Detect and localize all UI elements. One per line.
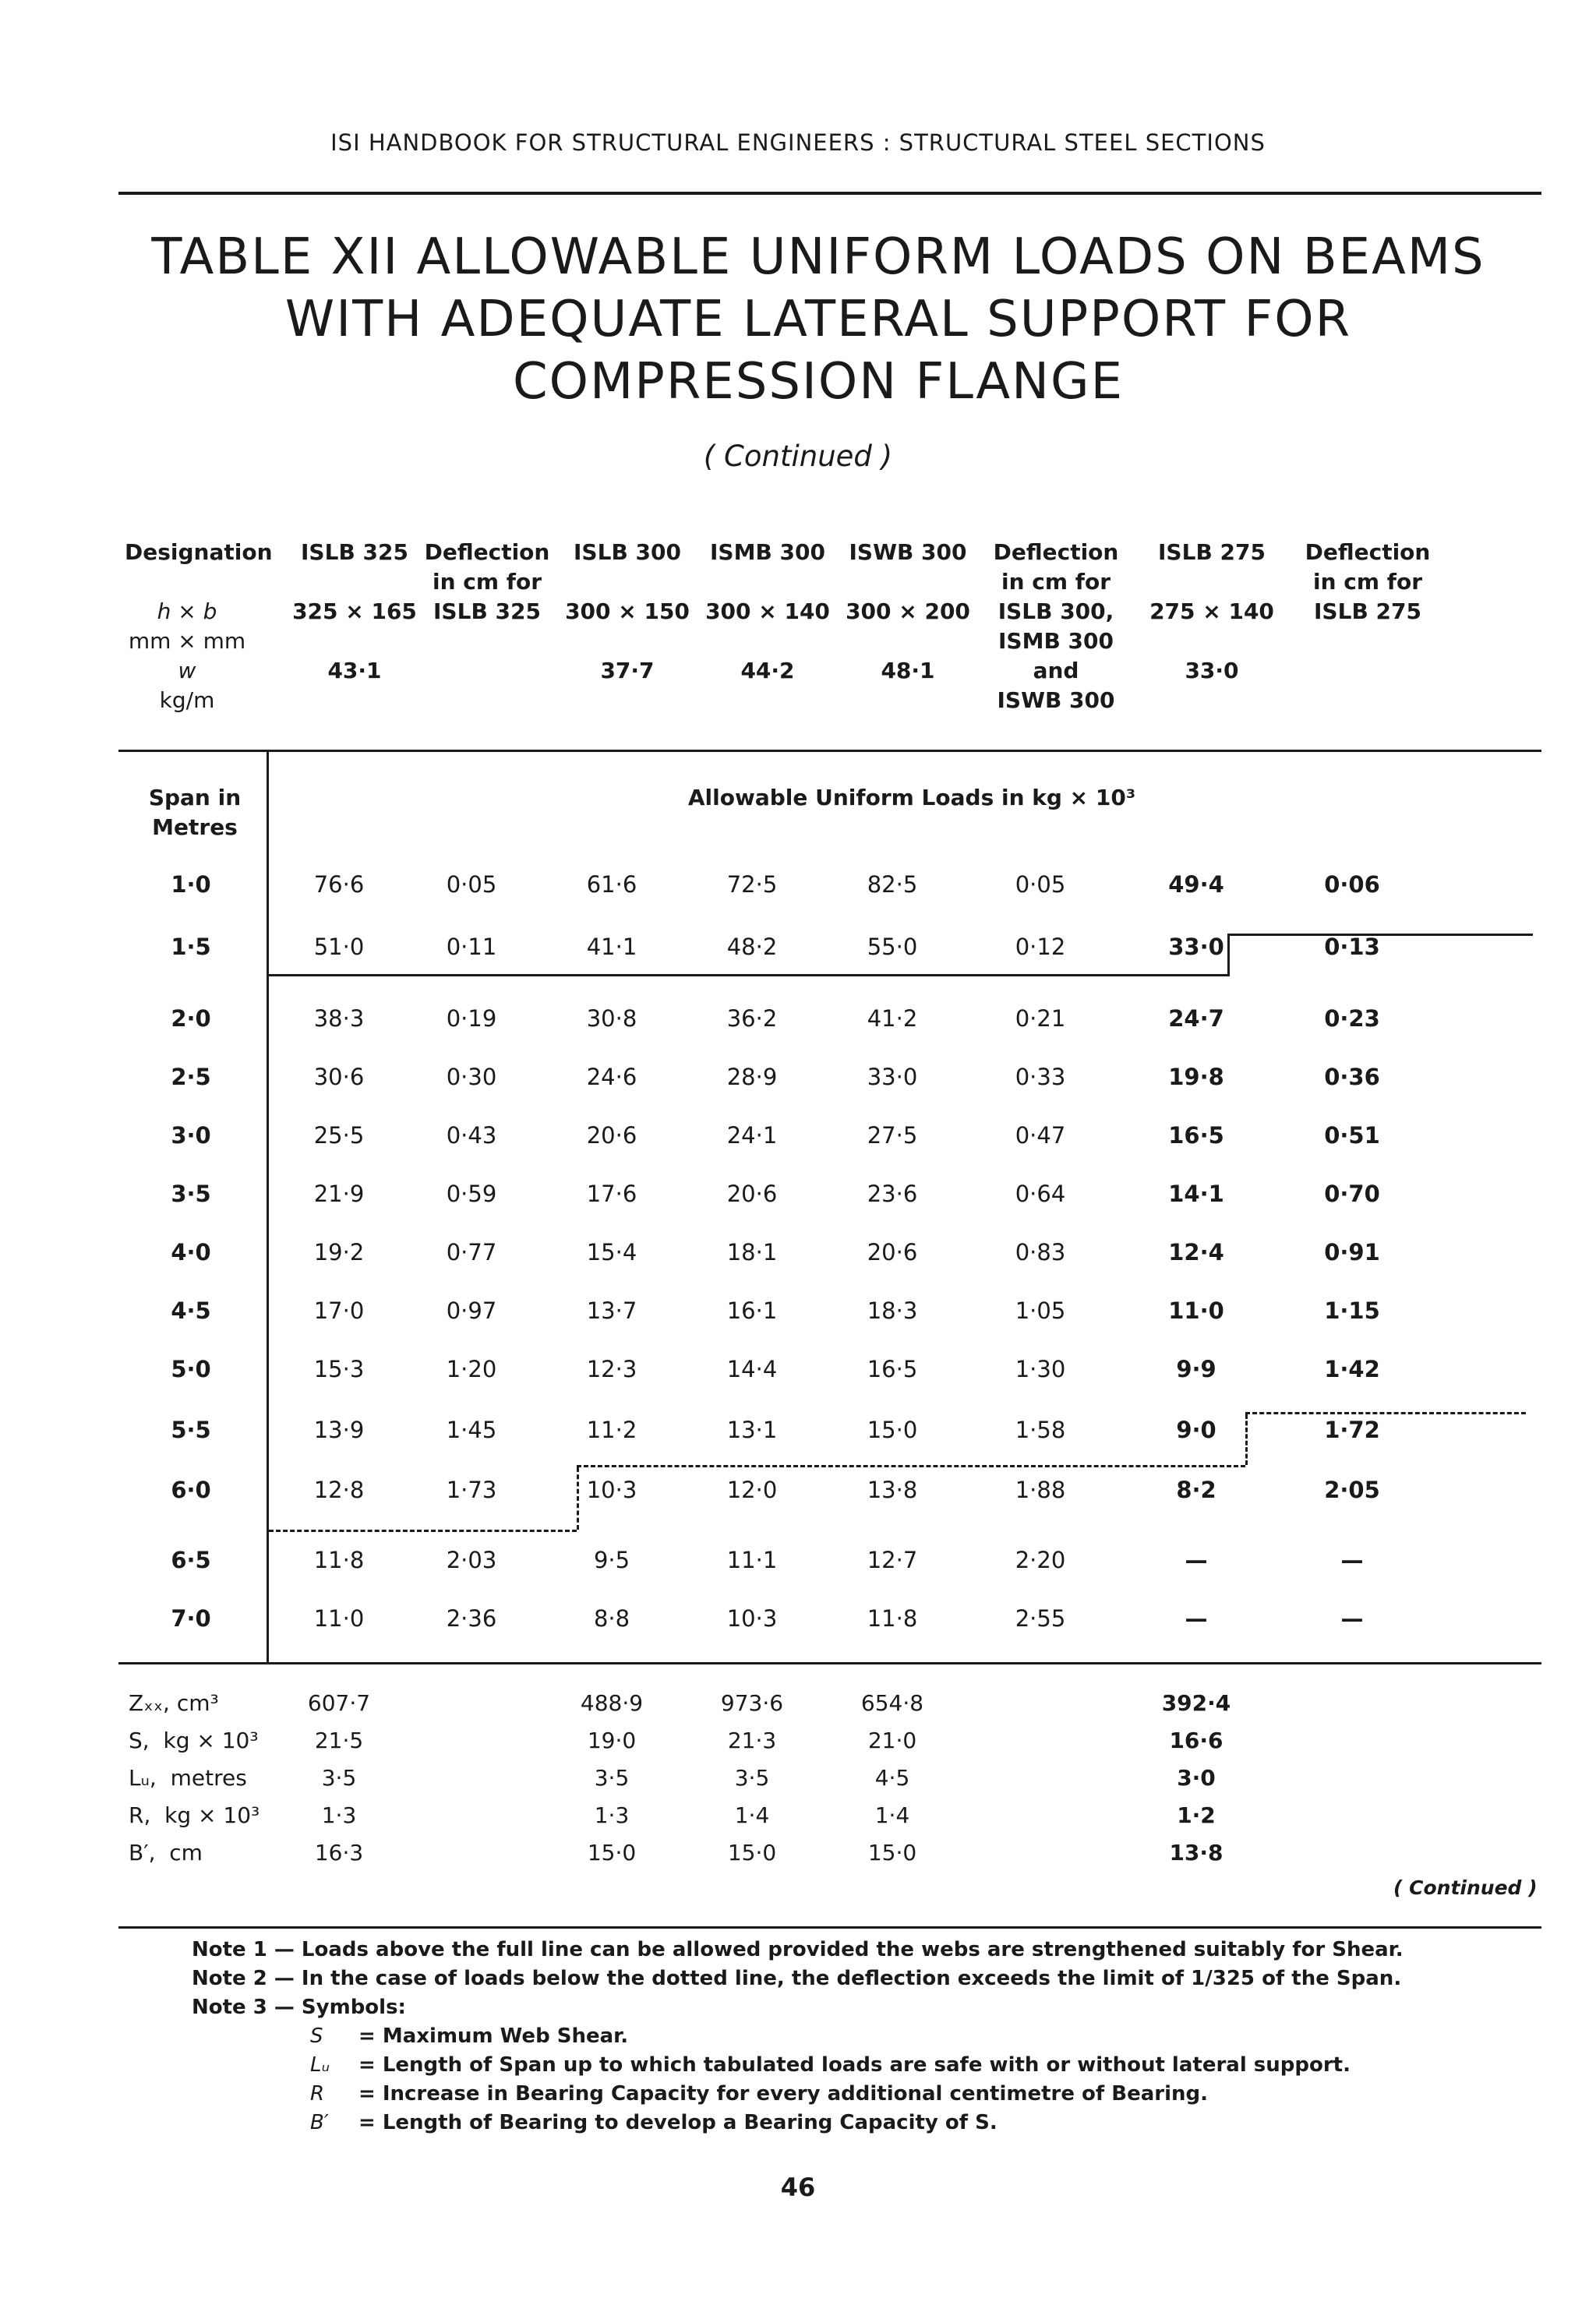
property-value: 16·6 — [1169, 1728, 1223, 1753]
load-cell: 0·13 — [1324, 934, 1380, 960]
load-cell: 0·19 — [446, 1005, 497, 1032]
property-value: 21·3 — [727, 1728, 777, 1753]
column-size-6: 275 × 140 — [1149, 598, 1274, 624]
column-weight-3: 44·2 — [740, 658, 795, 683]
load-cell: — — [1185, 1547, 1208, 1573]
load-cell: 13·9 — [313, 1417, 365, 1443]
property-label: Lᵤ, metres — [129, 1765, 247, 1791]
load-cell: 11·0 — [1168, 1297, 1224, 1324]
property-value: 607·7 — [307, 1690, 371, 1716]
column-weight-6: 33·0 — [1185, 658, 1239, 683]
table-title-line-2: WITH ADEQUATE LATERAL SUPPORT FOR — [284, 291, 1352, 348]
column-header-6: ISLB 275 — [1158, 539, 1266, 565]
load-cell: 12·4 — [1168, 1239, 1224, 1265]
table-body-bottom-rule — [118, 1662, 1541, 1664]
continued-label: ( Continued ) — [703, 439, 893, 473]
property-value: 19·0 — [587, 1728, 637, 1753]
load-cell: 1·15 — [1324, 1297, 1380, 1324]
load-cell: 9·5 — [593, 1547, 630, 1573]
load-cell: 27·5 — [867, 1122, 918, 1149]
load-cell: 1·72 — [1324, 1417, 1380, 1443]
load-cell: 0·70 — [1324, 1181, 1380, 1207]
load-cell: 0·64 — [1015, 1181, 1066, 1207]
load-cell: 0·43 — [446, 1122, 497, 1149]
property-value: 3·5 — [594, 1765, 630, 1791]
load-cell: 1·42 — [1324, 1356, 1380, 1382]
property-value: 13·8 — [1169, 1840, 1223, 1866]
load-cell: 0·59 — [446, 1181, 497, 1207]
column-size-2: 300 × 150 — [565, 598, 690, 624]
load-cell: 18·1 — [726, 1239, 778, 1265]
kgm-label: kg/m — [159, 687, 215, 713]
column-header-5: Deflection in cm for ISLB 300, ISMB 300 and ISWB 300 — [993, 539, 1119, 713]
symbol-definition: = Length of Bearing to develop a Bearing Capacity of S. — [358, 2111, 998, 2134]
property-value: 21·5 — [314, 1728, 364, 1753]
deflection-limit-dotted-middle — [577, 1465, 1245, 1467]
load-cell: 33·0 — [867, 1064, 918, 1090]
load-cell: 24·7 — [1168, 1005, 1224, 1032]
load-cell: 2·36 — [446, 1605, 497, 1632]
symbol-name: S — [310, 2024, 323, 2048]
continued-bottom-label: ( Continued ) — [1393, 1876, 1538, 1899]
load-cell: 0·11 — [446, 934, 497, 960]
mm-label: mm × mm — [128, 628, 246, 654]
loads-label: Allowable Uniform Loads in kg × 10³ — [687, 785, 1136, 810]
load-cell: 12·0 — [726, 1477, 778, 1503]
property-label: B′, cm — [129, 1840, 203, 1866]
load-cell: 2·55 — [1015, 1605, 1066, 1632]
load-cell: 18·3 — [867, 1297, 918, 1324]
load-cell: 11·0 — [313, 1605, 365, 1632]
load-cell: 13·7 — [586, 1297, 637, 1324]
load-cell: 11·8 — [867, 1605, 918, 1632]
load-cell: 0·21 — [1015, 1005, 1066, 1032]
span-value: 1·5 — [171, 934, 211, 960]
running-header: ISI HANDBOOK FOR STRUCTURAL ENGINEERS : STRUCTURAL STEEL SECTIONS — [330, 129, 1266, 156]
column-header-7: Deflection in cm for ISLB 275 — [1305, 539, 1431, 624]
load-cell: 0·12 — [1015, 934, 1066, 960]
load-cell: 0·47 — [1015, 1122, 1066, 1149]
property-value: 15·0 — [867, 1840, 917, 1866]
symbol-definition: = Increase in Bearing Capacity for every additional centimetre of Bearing. — [358, 2082, 1209, 2106]
table-title-line-3: COMPRESSION FLANGE — [512, 353, 1125, 411]
span-value: 7·0 — [171, 1605, 211, 1632]
load-cell: 30·8 — [586, 1005, 637, 1032]
load-cell: 23·6 — [867, 1181, 918, 1207]
span-value: 3·0 — [171, 1122, 211, 1149]
span-value: 5·0 — [171, 1356, 211, 1382]
load-cell: 10·3 — [586, 1477, 637, 1503]
property-value: 1·3 — [321, 1802, 357, 1828]
page-number: 46 — [780, 2173, 816, 2202]
shear-limit-line — [269, 974, 1229, 976]
load-cell: 61·6 — [586, 871, 637, 898]
column-weight-2: 37·7 — [600, 658, 655, 683]
load-cell: 9·0 — [1176, 1417, 1216, 1443]
load-cell: 0·91 — [1324, 1239, 1380, 1265]
load-cell: 0·33 — [1015, 1064, 1066, 1090]
property-value: 15·0 — [587, 1840, 637, 1866]
load-cell: 0·83 — [1015, 1239, 1066, 1265]
span-value: 3·5 — [171, 1181, 211, 1207]
load-cell: 33·0 — [1168, 934, 1224, 960]
load-cell: 20·6 — [726, 1181, 778, 1207]
load-cell: 9·9 — [1176, 1356, 1216, 1382]
load-cell: 14·4 — [726, 1356, 778, 1382]
symbol-name: Lᵤ — [310, 2053, 330, 2077]
property-value: 3·0 — [1177, 1765, 1216, 1791]
span-value: 2·5 — [171, 1064, 211, 1090]
w-label: w — [178, 658, 196, 683]
load-cell: 51·0 — [313, 934, 365, 960]
deflection-limit-dotted-right — [1245, 1412, 1526, 1414]
load-cell: 1·05 — [1015, 1297, 1066, 1324]
property-value: 1·4 — [734, 1802, 770, 1828]
column-weight-0: 43·1 — [327, 658, 382, 683]
load-cell: 48·2 — [726, 934, 778, 960]
load-cell: 13·1 — [726, 1417, 778, 1443]
load-cell: 0·30 — [446, 1064, 497, 1090]
load-cell: 1·45 — [446, 1417, 497, 1443]
column-weight-4: 48·1 — [881, 658, 935, 683]
load-cell: 21·9 — [313, 1181, 365, 1207]
load-cell: 24·6 — [586, 1064, 637, 1090]
symbol-name: B′ — [310, 2111, 329, 2134]
deflection-limit-dotted-left — [269, 1530, 577, 1532]
load-cell: 15·3 — [313, 1356, 365, 1382]
header-bottom-rule — [118, 750, 1541, 752]
column-size-4: 300 × 200 — [846, 598, 970, 624]
load-cell: 49·4 — [1168, 871, 1224, 898]
load-cell: — — [1340, 1547, 1364, 1573]
load-cell: 17·6 — [586, 1181, 637, 1207]
property-value: 1·2 — [1177, 1802, 1216, 1828]
property-value: 488·9 — [580, 1690, 644, 1716]
load-cell: 11·2 — [586, 1417, 637, 1443]
load-cell: 2·20 — [1015, 1547, 1066, 1573]
span-value: 1·0 — [171, 871, 211, 898]
load-cell: 13·8 — [867, 1477, 918, 1503]
designation-label: Designation — [125, 539, 273, 565]
load-cell: 1·73 — [446, 1477, 497, 1503]
load-cell: 10·3 — [726, 1605, 778, 1632]
property-value: 1·4 — [874, 1802, 910, 1828]
load-cell: 0·06 — [1324, 871, 1380, 898]
load-cell: 11·1 — [726, 1547, 778, 1573]
load-cell: 24·1 — [726, 1122, 778, 1149]
property-value: 21·0 — [867, 1728, 917, 1753]
load-cell: 20·6 — [586, 1122, 637, 1149]
load-cell: 8·8 — [593, 1605, 630, 1632]
load-cell: 16·5 — [867, 1356, 918, 1382]
note-2: Note 2 — In the case of loads below the dotted line, the deflection exceeds the limit of 1/325 of the Span. — [192, 1967, 1402, 1990]
load-cell: 72·5 — [726, 871, 778, 898]
load-cell: 16·1 — [726, 1297, 778, 1324]
span-value: 5·5 — [171, 1417, 211, 1443]
property-label: Zₓₓ, cm³ — [129, 1690, 219, 1716]
symbol-name: R — [310, 2082, 325, 2106]
column-size-3: 300 × 140 — [705, 598, 830, 624]
load-cell: 8·2 — [1176, 1477, 1216, 1503]
property-label: R, kg × 10³ — [129, 1802, 260, 1828]
load-cell: 12·7 — [867, 1547, 918, 1573]
load-cell: 20·6 — [867, 1239, 918, 1265]
header-rule — [118, 192, 1541, 195]
load-cell: 82·5 — [867, 871, 918, 898]
load-cell: 1·88 — [1015, 1477, 1066, 1503]
load-cell: 11·8 — [313, 1547, 365, 1573]
load-cell: 0·97 — [446, 1297, 497, 1324]
span-column-rule — [267, 752, 269, 1664]
load-cell: 36·2 — [726, 1005, 778, 1032]
load-cell: 25·5 — [313, 1122, 365, 1149]
load-cell: — — [1340, 1605, 1364, 1632]
column-header-0: ISLB 325 — [301, 539, 408, 565]
load-cell: 41·1 — [586, 934, 637, 960]
load-cell: 2·03 — [446, 1547, 497, 1573]
property-value: 3·5 — [321, 1765, 357, 1791]
load-cell: 0·36 — [1324, 1064, 1380, 1090]
hb-label: h × b — [157, 598, 217, 624]
symbol-definition: = Maximum Web Shear. — [358, 2024, 629, 2048]
load-cell: 1·30 — [1015, 1356, 1066, 1382]
load-cell: 55·0 — [867, 934, 918, 960]
property-label: S, kg × 10³ — [129, 1728, 259, 1753]
notes-top-rule — [118, 1926, 1541, 1929]
property-value: 973·6 — [720, 1690, 784, 1716]
span-value: 4·0 — [171, 1239, 211, 1265]
symbol-definition: = Length of Span up to which tabulated loads are safe with or without lateral support. — [358, 2053, 1351, 2077]
table-title-line-1: TABLE XII ALLOWABLE UNIFORM LOADS ON BEAMS — [151, 228, 1485, 286]
span-label: Span in Metres — [148, 785, 242, 840]
property-value: 15·0 — [727, 1840, 777, 1866]
load-cell: 12·8 — [313, 1477, 365, 1503]
load-cell: 1·20 — [446, 1356, 497, 1382]
property-value: 392·4 — [1161, 1690, 1231, 1716]
span-value: 6·5 — [171, 1547, 211, 1573]
load-cell: 19·8 — [1168, 1064, 1224, 1090]
column-header-2: ISLB 300 — [574, 539, 681, 565]
column-header-3: ISMB 300 — [710, 539, 825, 565]
load-cell: 0·77 — [446, 1239, 497, 1265]
span-value: 4·5 — [171, 1297, 211, 1324]
column-size-0: 325 × 165 — [292, 598, 417, 624]
note-3: Note 3 — Symbols: — [192, 1996, 406, 2019]
load-cell: 16·5 — [1168, 1122, 1224, 1149]
load-cell: 76·6 — [313, 871, 365, 898]
load-cell: 17·0 — [313, 1297, 365, 1324]
load-cell: — — [1185, 1605, 1208, 1632]
load-cell: 2·05 — [1324, 1477, 1380, 1503]
load-cell: 15·0 — [867, 1417, 918, 1443]
property-value: 16·3 — [314, 1840, 364, 1866]
span-value: 2·0 — [171, 1005, 211, 1032]
load-cell: 0·05 — [446, 871, 497, 898]
load-cell: 0·05 — [1015, 871, 1066, 898]
load-cell: 15·4 — [586, 1239, 637, 1265]
load-cell: 12·3 — [586, 1356, 637, 1382]
property-value: 4·5 — [874, 1765, 910, 1791]
load-cell: 19·2 — [313, 1239, 365, 1265]
property-value: 1·3 — [594, 1802, 630, 1828]
load-cell: 41·2 — [867, 1005, 918, 1032]
load-cell: 0·51 — [1324, 1122, 1380, 1149]
column-header-4: ISWB 300 — [849, 539, 967, 565]
property-value: 654·8 — [860, 1690, 924, 1716]
note-1: Note 1 — Loads above the full line can be allowed provided the webs are strengthened suitably for Shear. — [192, 1938, 1404, 1961]
load-cell: 28·9 — [726, 1064, 778, 1090]
load-cell: 38·3 — [313, 1005, 365, 1032]
load-cell: 30·6 — [313, 1064, 365, 1090]
load-cell: 0·23 — [1324, 1005, 1380, 1032]
span-value: 6·0 — [171, 1477, 211, 1503]
load-cell: 1·58 — [1015, 1417, 1066, 1443]
load-cell: 14·1 — [1168, 1181, 1224, 1207]
column-header-1: Deflection in cm for ISLB 325 — [424, 539, 550, 624]
property-value: 3·5 — [734, 1765, 770, 1791]
